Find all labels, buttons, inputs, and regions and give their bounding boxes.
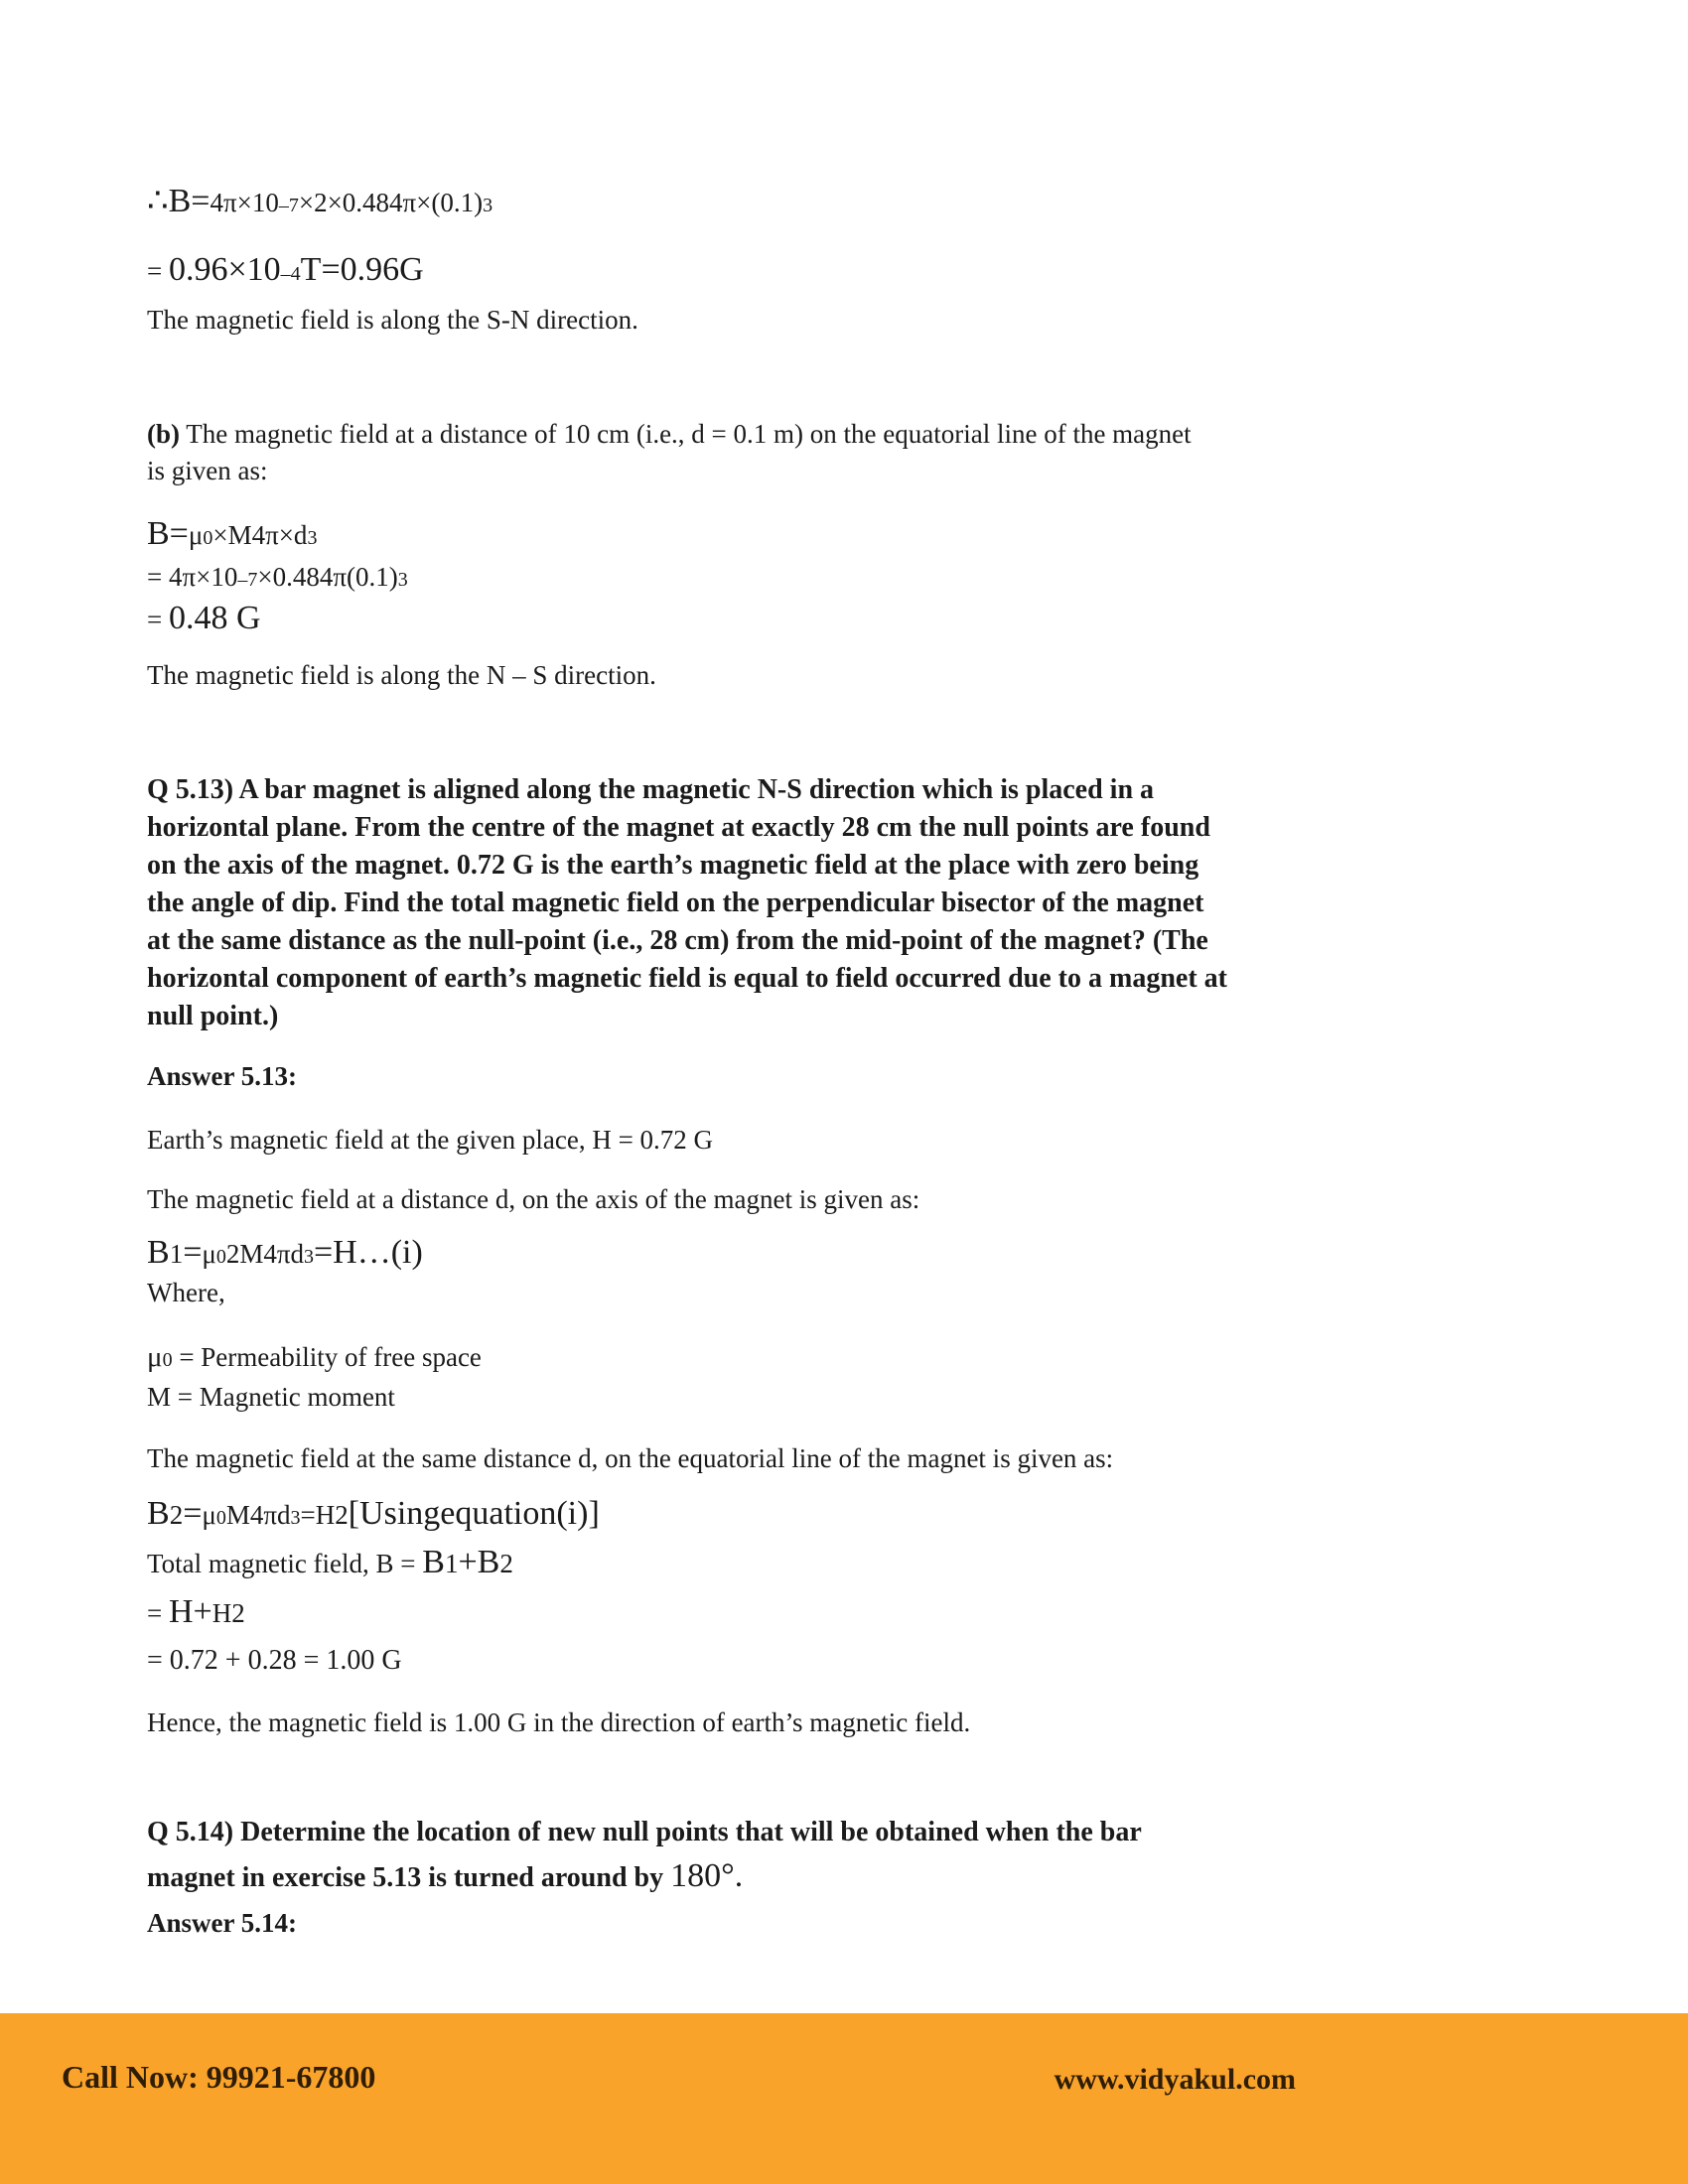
formula-segment: μ [202,1500,216,1531]
formula-segment: = [183,1233,203,1271]
formula-segment: 2 [499,1548,513,1578]
note-ns-direction: The magnetic field is along the N – S direction. [147,659,656,690]
sum-symbolic-line [147,1591,1572,1634]
para-b-label: (b) [147,419,180,449]
question-line: Q 5.14) Determine the location of new null points that will be obtained when the bar [147,1816,1142,1847]
formula-segment: 3 [397,568,408,591]
given-field-line: Earth’s magnetic field at the given place, H = 0.72 G [147,1124,714,1155]
footer-website: www.vidyakul.com [1054,2063,1296,2096]
formula-segment: =H…(i) [314,1233,423,1271]
formula-segment: =H2 [300,1500,349,1531]
formula-b-substitution [147,561,1572,595]
where-label: Where, [147,1278,225,1308]
formula-segment: 1 [444,1548,459,1578]
formula-segment: T=0.96G [300,250,424,288]
total-field-line [147,1542,1572,1584]
question-5-13 [147,771,1572,1035]
formula-segment: ∴B= [147,183,211,219]
question-line: Q 5.13) A bar magnet is aligned along the magnetic N-S direction which is placed in a [147,773,1155,805]
formula-segment: 0.96×10 [168,250,281,288]
note-sn-direction: The magnetic field is along the S-N direction. [147,305,638,335]
formula-segment: 3 [483,195,493,216]
formula-segment: B [147,1233,170,1271]
para-b-intro [147,416,1572,489]
formula-segment: M4πd [225,1500,291,1531]
formula-segment: μ [202,1238,216,1269]
question-line: at the same distance as the null-point (i.e., 28 cm) from the mid-point of the magnet? (The [147,924,1208,956]
question-line: the angle of dip. Find the total magnetic field on the perpendicular bisector of the magnet [147,887,1204,918]
formula-segment: = [147,255,169,286]
formula-segment: = [147,605,169,635]
question-line [147,1854,1572,1900]
formula-segment: ×2×0.484π×(0.1) [298,188,484,217]
formula-segment: ×M4π×d [212,520,308,550]
formula-segment: 0 [215,1507,226,1530]
formula-segment: = [147,1598,169,1629]
formula-b-definition [147,513,1572,556]
formula-segment: μ [188,520,204,550]
mu-subscript: 0 [162,1349,173,1372]
question-5-14 [147,1811,1572,1900]
formula-segment: 2M4πd [225,1238,304,1269]
formula-segment: –7 [237,568,258,591]
question-line: horizontal plane. From the centre of the magnet at exactly 28 cm the null points are found [147,811,1210,843]
formula-segment: +B [458,1543,500,1580]
formula-segment: 0 [215,1245,226,1268]
formula-segment: 3 [307,527,318,549]
formula-segment: Total magnetic field, B = [147,1548,423,1578]
conclusion-line: Hence, the magnetic field is 1.00 G in the direction of earth’s magnetic field. [147,1706,971,1737]
question-line: horizontal component of earth’s magnetic field is equal to field occurred due to a magnet at [147,962,1227,994]
formula-segment: 3 [304,1245,314,1268]
formula-segment: –7 [278,195,299,216]
formula-segment: –4 [280,262,301,285]
formula-segment: = 4π×10 [147,561,238,592]
moment-definition: M = Magnetic moment [147,1382,395,1413]
formula-segment: H2 [211,1598,245,1629]
document-content [147,181,1572,1940]
formula-segment: 2 [169,1500,184,1531]
sum-numeric-line: = 0.72 + 0.28 = 1.00 G [147,1644,402,1676]
para-b-line1: The magnetic field at a distance of 10 cm (i.e., d = 0.1 m) on the equatorial line of the magnet [180,419,1192,449]
formula-segment: = [183,1495,203,1533]
formula-segment: 4π×10 [210,188,279,217]
question-line: on the axis of the magnet. 0.72 G is the earth’s magnetic field at the place with zero being [147,849,1199,881]
formula-segment: 0.48 G [168,600,261,637]
mu-symbol: μ [147,1341,163,1374]
formula-segment: 1 [169,1238,184,1269]
formula-b-value [147,598,1572,640]
formula-segment: 0 [203,527,213,549]
formula-a-value [147,249,1572,292]
formula-segment: H+ [168,1593,212,1631]
degree-value: 180°. [670,1856,744,1894]
footer-phone: Call Now: 99921-67800 [62,2059,376,2095]
formula-segment: B [147,1495,170,1533]
formula-segment: B= [147,515,189,552]
answer-label-5-14: Answer 5.14: [147,1907,297,1938]
para-b-line2: is given as: [147,456,268,485]
formula-segment: B [422,1543,445,1580]
formula-b1 [147,1232,1572,1275]
formula-segment: [Usingequation(i)] [348,1495,600,1533]
axis-field-intro: The magnetic field at a distance d, on the axis of the magnet is given as: [147,1183,920,1214]
mu-definition-text: = Permeability of free space [172,1342,482,1373]
question-line2-bold: magnet in exercise 5.13 is turned around by [147,1861,671,1893]
formula-segment: 3 [290,1507,301,1530]
question-line: null point.) [147,1000,279,1031]
para-line [147,416,1572,453]
answer-label-5-13: Answer 5.13: [147,1060,297,1091]
equatorial-field-intro: The magnetic field at the same distance d, on the equatorial line of the magnet is given as: [147,1443,1114,1474]
formula-a-result [147,181,1572,223]
formula-b2 [147,1493,1572,1536]
footer-bar [0,2013,1688,2184]
formula-segment: ×0.484π(0.1) [257,561,398,592]
mu-definition [147,1339,1572,1378]
